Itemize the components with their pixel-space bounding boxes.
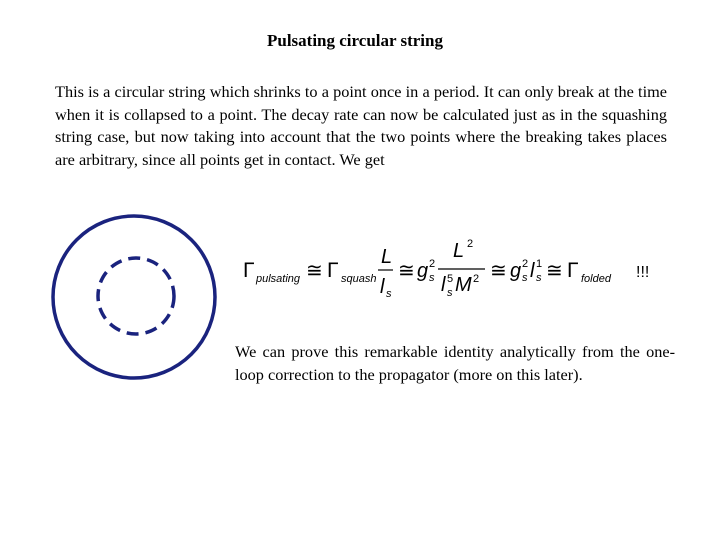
intro-paragraph: This is a circular string which shrinks to a point once in a period. It can only break at the time when it is collapsed to a point. The decay rate can now be calculated just as in the squashing string case, but now taking into account that the two points where the breaking takes places are arbitrary, since all points get in contact. We get	[55, 82, 667, 169]
approx-4: ≅	[546, 260, 563, 282]
approx-1: ≅	[306, 260, 323, 282]
sub-folded: folded	[581, 273, 611, 285]
g-2-sub: s	[522, 272, 528, 284]
g-2-exp: 2	[522, 258, 529, 270]
g-1-sub: s	[429, 272, 435, 284]
frac1-num-L: L	[381, 246, 393, 268]
l-2-sub: s	[536, 272, 542, 284]
g-1: g	[417, 260, 429, 282]
frac2-num-exp: 2	[467, 238, 474, 250]
gamma-1: Γ	[243, 259, 255, 282]
approx-3: ≅	[490, 260, 507, 282]
frac2-den-l: l	[441, 274, 446, 296]
frac2-den-M: M	[455, 274, 472, 296]
frac2-den-sub: s	[447, 287, 453, 299]
sub-squash: squash	[341, 273, 377, 285]
gamma-3: Γ	[567, 259, 579, 282]
identity-note: We can prove this remarkable identity analytically from the one-loop correction to the propagator (more on this later).	[235, 342, 675, 384]
exclamation: !!!	[636, 264, 650, 281]
l-2-exp: 1	[536, 258, 543, 270]
gamma-2: Γ	[327, 259, 339, 282]
outer-circle	[53, 216, 215, 378]
frac2-den-exp: 5	[447, 273, 454, 285]
approx-2: ≅	[398, 260, 415, 282]
frac2-num-L: L	[453, 240, 465, 262]
sub-pulsating: pulsating	[256, 273, 301, 285]
slide-title: Pulsating circular string	[267, 31, 443, 50]
g-2: g	[510, 260, 522, 282]
inner-dashed-circle	[98, 258, 174, 334]
frac2-den-M-exp: 2	[473, 273, 480, 285]
decay-rate-equation	[240, 236, 660, 306]
pulsating-string-diagram	[50, 210, 220, 390]
l-2: l	[530, 260, 535, 282]
g-1-exp: 2	[429, 258, 436, 270]
frac1-den-s: s	[386, 288, 392, 300]
frac1-den-l: l	[380, 276, 385, 298]
